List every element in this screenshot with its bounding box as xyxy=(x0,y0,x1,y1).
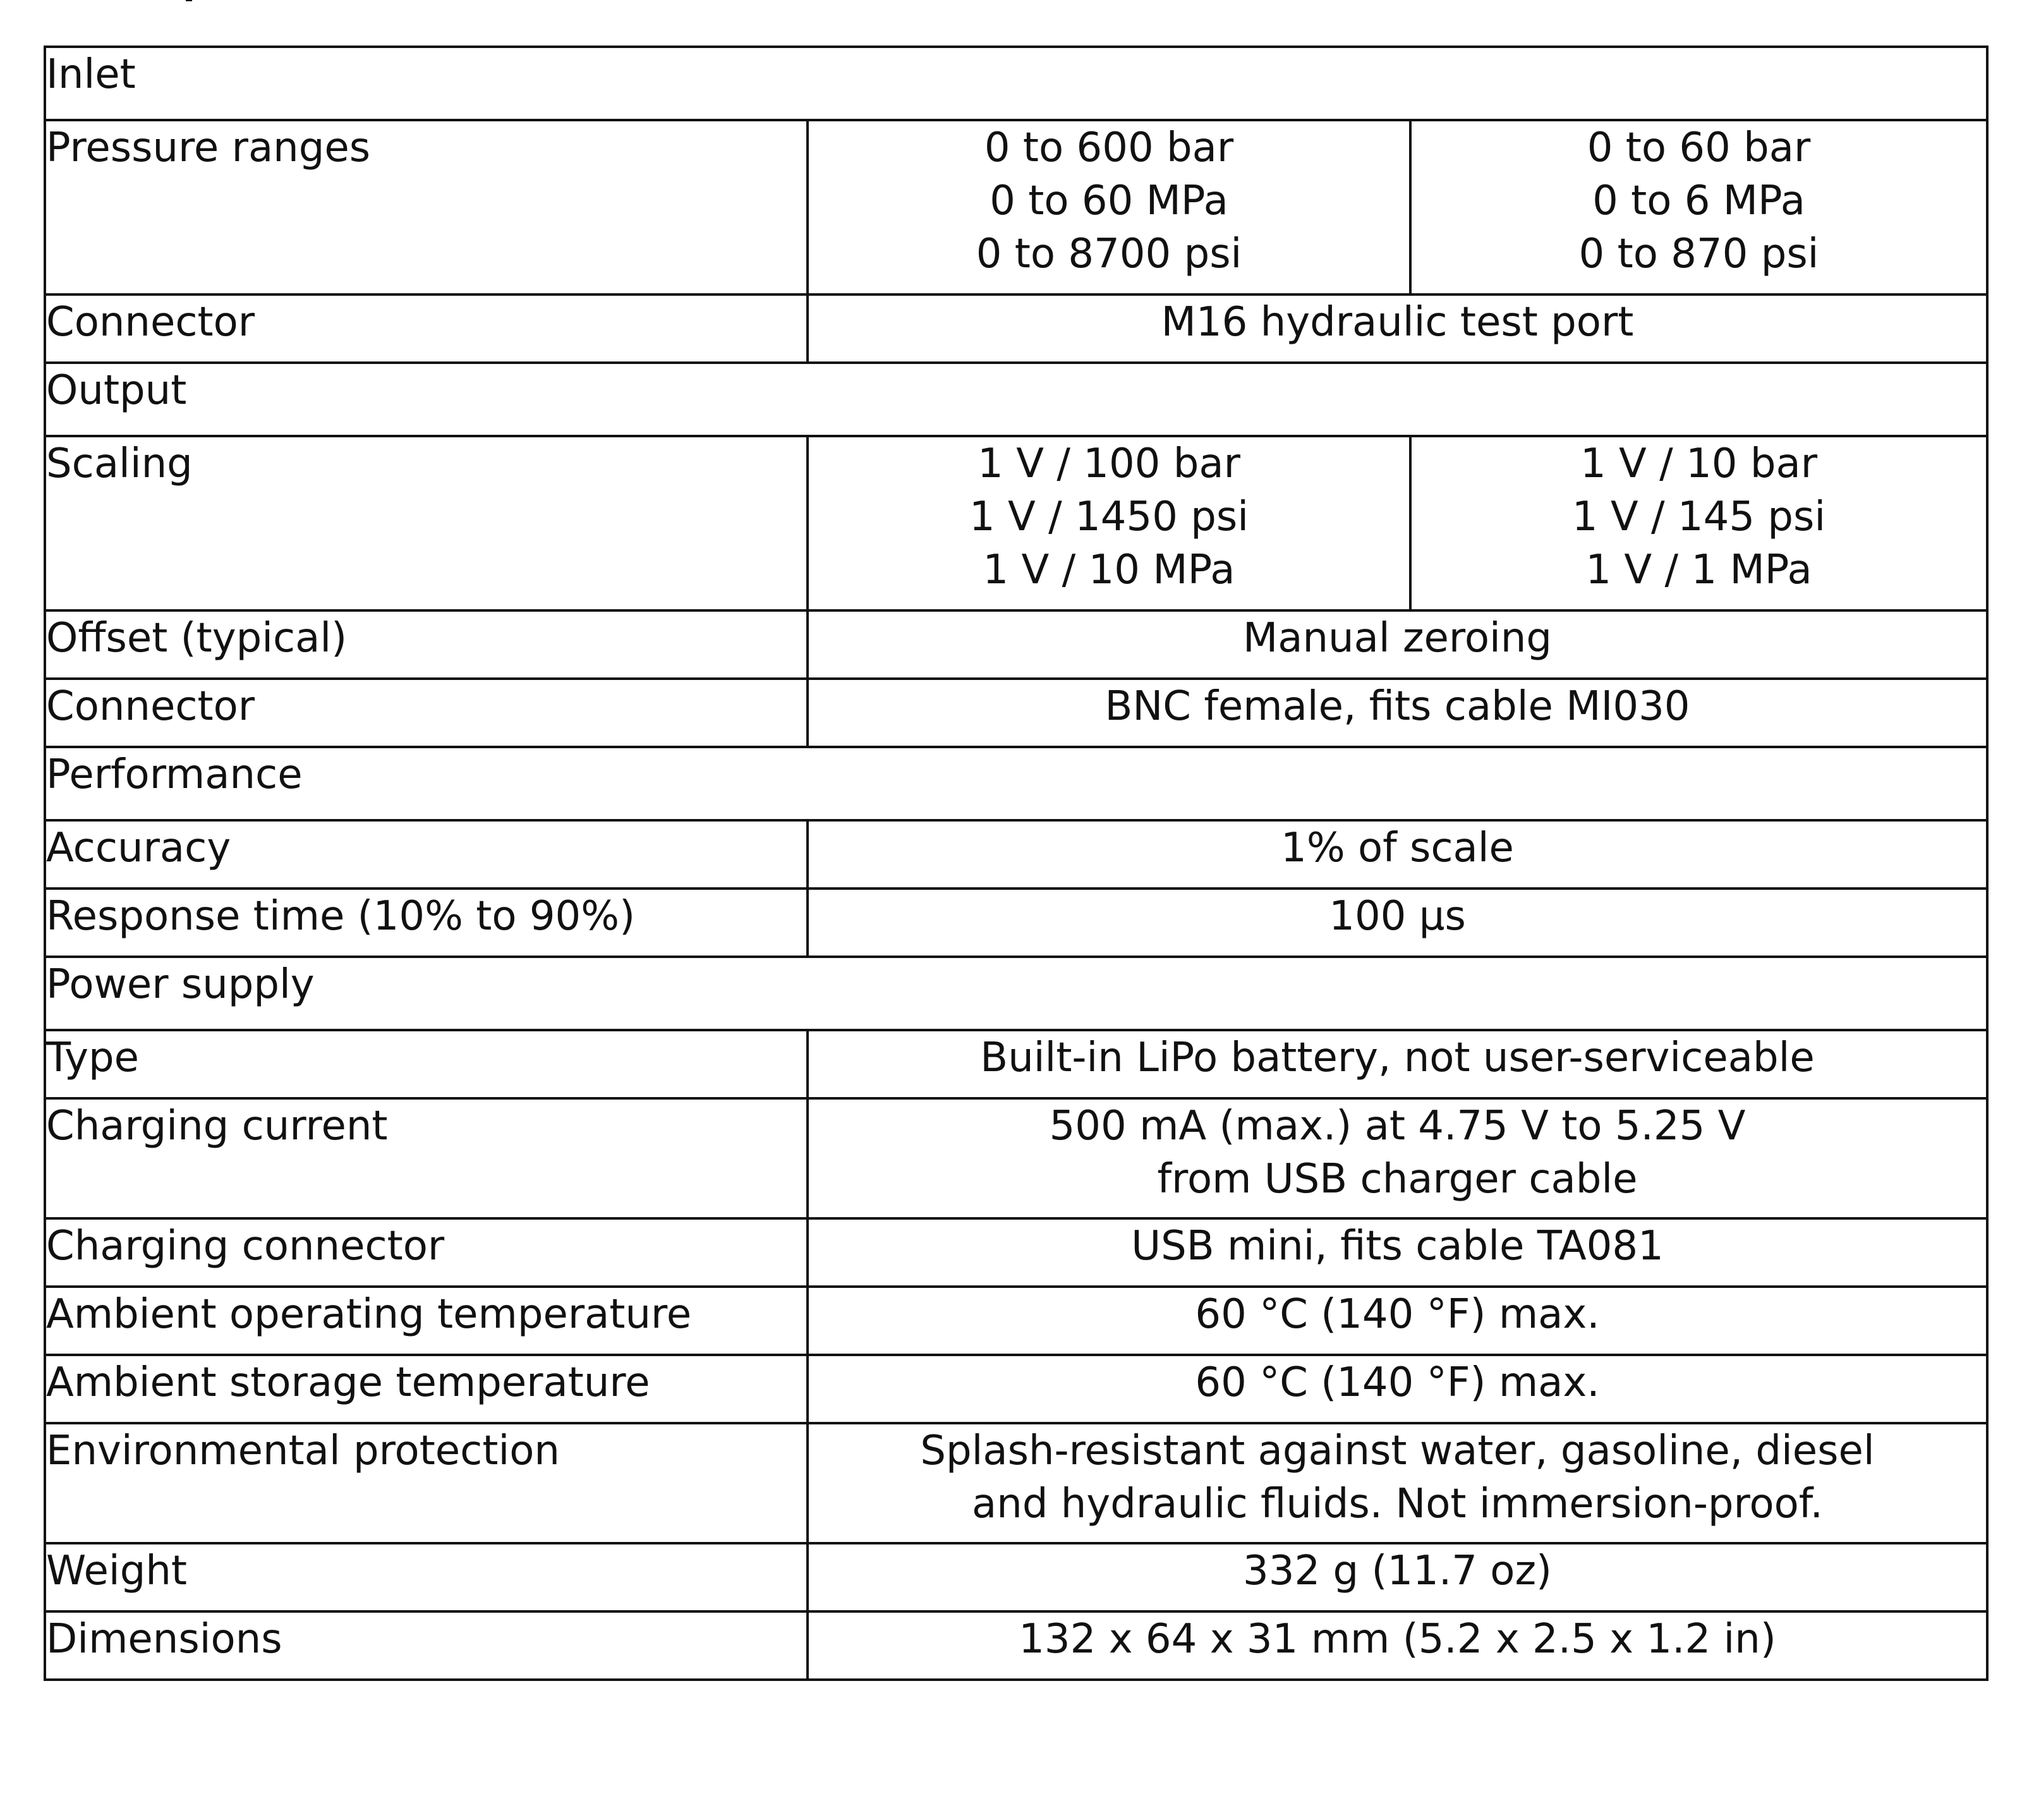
table-row-output-connector xyxy=(45,679,1987,747)
inlet-connector-value: M16 hydraulic test port xyxy=(808,294,1987,363)
value-line: 0 to 60 bar xyxy=(1587,124,1811,171)
row-label-pressure-ranges: Pressure ranges xyxy=(45,120,808,294)
value-line: 1 V / 1 MPa xyxy=(1585,547,1812,593)
table-row-charging-current xyxy=(45,1098,1987,1218)
type-value: Built-in LiPo battery, not user-serviceable xyxy=(808,1030,1987,1098)
section-row-power-supply xyxy=(45,957,1987,1030)
output-connector-value: BNC female, fits cable MI030 xyxy=(808,679,1987,747)
value-line: 500 mA (max.) at 4.75 V to 5.25 V xyxy=(1049,1103,1746,1150)
table-row-inlet-connector xyxy=(45,294,1987,363)
cropped-heading-fragment xyxy=(181,0,206,9)
ambient-storage-value: 60 °C (140 °F) max. xyxy=(808,1355,1987,1423)
table-row-environmental xyxy=(45,1423,1987,1543)
row-label-ambient-operating: Ambient operating temperature xyxy=(45,1287,808,1355)
row-label-response-time: Response time (10% to 90%) xyxy=(45,889,808,957)
ambient-operating-value: 60 °C (140 °F) max. xyxy=(808,1287,1987,1355)
pressure-range-60-cell xyxy=(1410,120,1987,294)
pressure-range-600-cell xyxy=(808,120,1410,294)
section-row-output xyxy=(45,363,1987,436)
value-line: Splash-resistant against water, gasoline, diesel xyxy=(920,1428,1875,1474)
value-line: from USB charger cable xyxy=(1157,1156,1638,1203)
row-label-type: Type xyxy=(45,1030,808,1098)
row-label-dimensions: Dimensions xyxy=(45,1611,808,1680)
section-title-inlet: Inlet xyxy=(45,47,1987,120)
response-time-value: 100 µs xyxy=(808,889,1987,957)
table-row-charging-connector xyxy=(45,1218,1987,1287)
table-row-dimensions xyxy=(45,1611,1987,1680)
row-label-accuracy: Accuracy xyxy=(45,820,808,889)
value-line: 1 V / 145 psi xyxy=(1571,494,1826,540)
row-label-charging-current: Charging current xyxy=(45,1098,808,1218)
table-row-pressure-ranges xyxy=(45,120,1987,294)
table-row-type xyxy=(45,1030,1987,1098)
table-row-ambient-operating xyxy=(45,1287,1987,1355)
table-row-ambient-storage xyxy=(45,1355,1987,1423)
section-title-output: Output xyxy=(45,363,1987,436)
accuracy-value: 1% of scale xyxy=(808,820,1987,889)
table-row-offset xyxy=(45,610,1987,679)
row-label-inlet-connector: Connector xyxy=(45,294,808,363)
value-line: 0 to 8700 psi xyxy=(976,231,1242,277)
table-row-weight xyxy=(45,1543,1987,1611)
row-label-environmental: Environmental protection xyxy=(45,1423,808,1543)
section-row-inlet xyxy=(45,47,1987,120)
value-line: 0 to 6 MPa xyxy=(1592,178,1805,224)
row-label-charging-connector: Charging connector xyxy=(45,1218,808,1287)
row-label-ambient-storage: Ambient storage temperature xyxy=(45,1355,808,1423)
row-label-offset: Offset (typical) xyxy=(45,610,808,679)
environmental-value xyxy=(808,1423,1987,1543)
row-label-output-connector: Connector xyxy=(45,679,808,747)
value-line: 1 V / 10 MPa xyxy=(983,547,1235,593)
offset-value: Manual zeroing xyxy=(808,610,1987,679)
value-line: and hydraulic fluids. Not immersion-proof. xyxy=(972,1481,1823,1527)
value-line: 1 V / 100 bar xyxy=(978,440,1240,487)
row-label-scaling: Scaling xyxy=(45,436,808,610)
scaling-600-cell xyxy=(808,436,1410,610)
specifications-table xyxy=(44,46,1989,1681)
scaling-60-cell xyxy=(1410,436,1987,610)
section-row-performance xyxy=(45,747,1987,820)
row-label-weight: Weight xyxy=(45,1543,808,1611)
weight-value: 332 g (11.7 oz) xyxy=(808,1543,1987,1611)
section-title-performance: Performance xyxy=(45,747,1987,820)
table-row-response-time xyxy=(45,889,1987,957)
section-title-power-supply: Power supply xyxy=(45,957,1987,1030)
charging-connector-value: USB mini, fits cable TA081 xyxy=(808,1218,1987,1287)
table-row-accuracy xyxy=(45,820,1987,889)
charging-current-value xyxy=(808,1098,1987,1218)
value-line: 0 to 870 psi xyxy=(1578,231,1819,277)
value-line: 0 to 60 MPa xyxy=(990,178,1228,224)
value-line: 0 to 600 bar xyxy=(984,124,1234,171)
value-line: 1 V / 10 bar xyxy=(1580,440,1818,487)
table-row-scaling xyxy=(45,436,1987,610)
dimensions-value: 132 x 64 x 31 mm (5.2 x 2.5 x 1.2 in) xyxy=(808,1611,1987,1680)
value-line: 1 V / 1450 psi xyxy=(969,494,1249,540)
